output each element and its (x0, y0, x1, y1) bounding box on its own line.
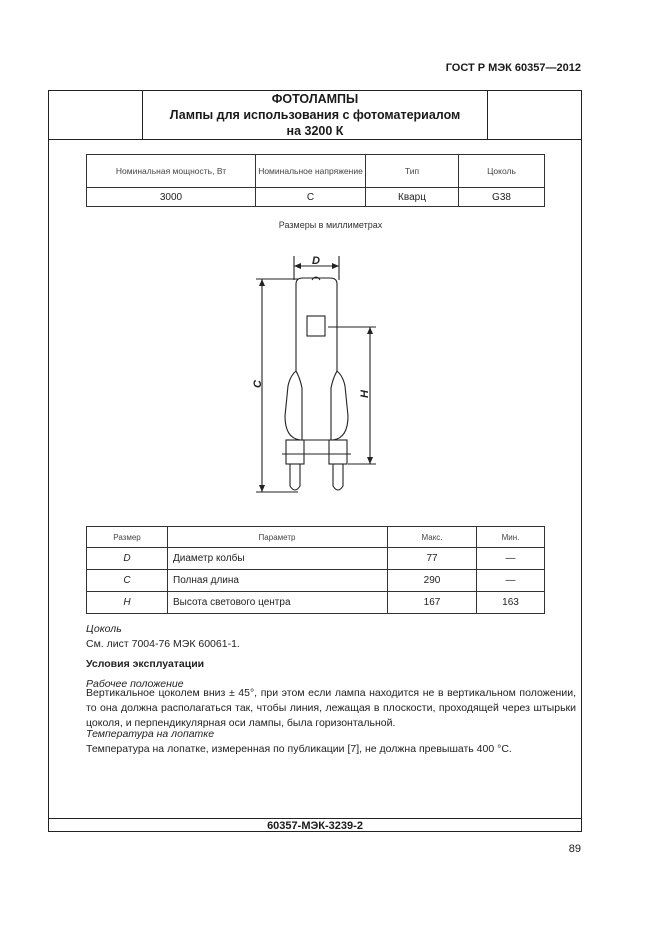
spec-value-power: 3000 (87, 188, 256, 207)
dim-header-param: Параметр (168, 527, 388, 548)
temp-section (86, 727, 576, 757)
dim-min: — (477, 570, 545, 592)
sheet-number: 60357-МЭК-3239-2 (267, 820, 363, 832)
table-row (87, 592, 545, 614)
c-arrow-bottom (259, 485, 265, 492)
dim-max: 77 (388, 548, 477, 570)
table-row (87, 548, 545, 570)
pin-right-collar (329, 440, 347, 464)
spec-table-row (87, 188, 545, 207)
base-text: См. лист 7004-76 МЭК 60061-1. (86, 638, 240, 650)
position-text-content: Вертикальное цоколем вниз ± 45°, при этом если лампа находится не в вертикальном положении, то она должна располагаться так, чтобы линия, лежащая в плоскости, проходящей через штырьки цоколя, и перпендикулярная оси лампы, была горизонтальной. (86, 687, 576, 729)
d-arrow-right (332, 263, 339, 269)
title-line-3: на 3200 К (286, 124, 344, 138)
dim-param: Диаметр колбы (168, 548, 388, 570)
temp-heading: Температура на лопатке (86, 728, 215, 740)
base-inner (296, 371, 337, 440)
title-divider (48, 139, 582, 140)
units-note: Размеры в миллиметрах (278, 220, 383, 230)
spec-header-voltage: Номинальное напряжение (256, 155, 366, 188)
lamp-drawing (240, 248, 390, 500)
dimensions-table (86, 526, 545, 614)
dim-max: 167 (388, 592, 477, 614)
position-heading: Рабочее положение (86, 678, 184, 690)
d-arrow-left (294, 263, 301, 269)
dim-min: — (477, 548, 545, 570)
title-right-divider (487, 90, 488, 140)
base-heading: Цоколь (86, 623, 122, 635)
h-arrow-bottom (367, 457, 373, 464)
table-row (87, 570, 545, 592)
dim-symbol: C (87, 570, 168, 592)
h-arrow-top (367, 327, 373, 334)
spec-header-base: Цоколь (459, 155, 545, 188)
filament-box (307, 316, 325, 336)
conditions-heading: Условия эксплуатации (86, 658, 205, 670)
title-line-1: ФОТОЛАМПЫ (271, 92, 359, 106)
dim-symbol: H (87, 592, 168, 614)
c-arrow-top (259, 279, 265, 286)
base-section (86, 622, 576, 692)
label-h: H (359, 390, 371, 398)
dim-max: 290 (388, 570, 477, 592)
dim-table-header (87, 527, 545, 548)
spec-value-type: Кварц (366, 188, 459, 207)
standard-number: ГОСТ Р МЭК 60357—2012 (445, 62, 581, 74)
pin-right (333, 464, 343, 490)
base-body (285, 371, 348, 440)
sheet-title (143, 91, 487, 139)
dim-param: Высота светового центра (168, 592, 388, 614)
position-text (86, 686, 576, 731)
spec-header-type: Тип (366, 155, 459, 188)
page-number: 89 (568, 843, 581, 855)
spec-value-base: G38 (459, 188, 545, 207)
dim-symbol: D (87, 548, 168, 570)
title-line-2: Лампы для использования с фотоматериалом (169, 108, 461, 122)
temp-text: Температура на лопатке, измеренная по публикации [7], не должна превышать 400 °С. (86, 743, 512, 755)
pin-left-collar (286, 440, 304, 464)
footer-divider (48, 818, 582, 819)
bulb-outline (296, 278, 337, 371)
dim-min: 163 (477, 592, 545, 614)
spec-value-voltage: C (256, 188, 366, 207)
spec-header-power: Номинальная мощность, Вт (87, 155, 256, 188)
spec-table-header (87, 155, 545, 188)
pin-left (290, 464, 300, 490)
dim-header-size: Размер (87, 527, 168, 548)
dim-param: Полная длина (168, 570, 388, 592)
dim-header-max: Макс. (388, 527, 477, 548)
label-d: D (312, 255, 320, 267)
dim-header-min: Мин. (477, 527, 545, 548)
label-c: C (252, 380, 264, 388)
spec-table (86, 154, 545, 207)
